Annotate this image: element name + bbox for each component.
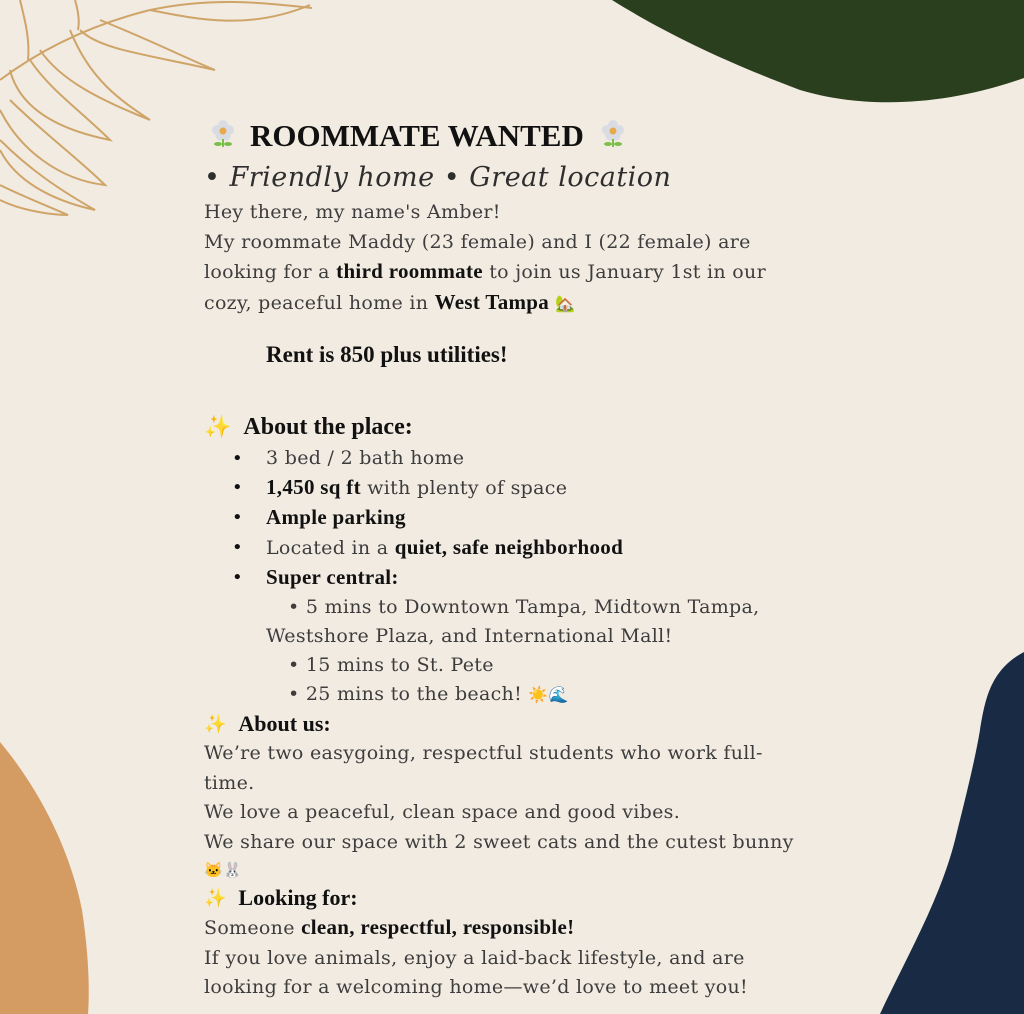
central-details (204, 593, 864, 709)
text: cozy, peaceful home in (204, 291, 435, 314)
text-line: We share our space with 2 sweet cats and the cutest bunny (204, 830, 794, 853)
rent-text: Rent is 850 plus utilities! (266, 342, 508, 367)
text-line (204, 913, 864, 944)
text: • 25 mins to the beach! (288, 683, 522, 705)
text: Located in a (266, 537, 395, 559)
text-line: We’re two easygoing, respectful students who work full- (204, 742, 763, 764)
bold-text: Super central: (266, 565, 399, 589)
section-about-us (204, 709, 864, 739)
list-item (204, 503, 864, 533)
section-heading: Looking for: (238, 885, 358, 910)
list-item (204, 473, 864, 503)
cat-bunny-icon: 🐱🐰 (204, 861, 242, 879)
daisy-icon (602, 119, 624, 153)
central-line: • 15 mins to St. Pete (288, 654, 494, 676)
text: with plenty of space (360, 477, 568, 499)
list-item (204, 533, 864, 563)
title-row (212, 112, 864, 160)
section-heading: About the place: (243, 413, 413, 440)
tan-blob-shape (0, 742, 89, 1014)
daisy-icon (212, 119, 234, 153)
bold-text: clean, respectful, responsible! (301, 915, 575, 939)
text: to join us January 1st in our (482, 261, 766, 283)
central-line (204, 680, 864, 709)
subtitle: • Friendly home • Great location (204, 162, 672, 193)
about-us-text (204, 739, 864, 883)
place-list (204, 444, 864, 593)
bold-text: Ample parking (266, 505, 406, 529)
sparkles-icon: ✨ (204, 887, 227, 908)
text-line: looking for a welcoming home—we’d love to meet you! (204, 976, 748, 998)
intro-line (204, 288, 864, 319)
section-about-place (204, 410, 864, 444)
intro-line: My roommate Maddy (23 female) and I (22 female) are (204, 230, 751, 253)
section-heading: About us: (238, 711, 331, 736)
flyer-content (204, 112, 864, 1003)
bold-text: quiet, safe neighborhood (394, 535, 624, 559)
navy-blob-shape (880, 652, 1024, 1014)
text-line: time. (204, 771, 255, 794)
text-line: We love a peaceful, clean space and good vibes. (204, 801, 681, 823)
page-title: ROOMMATE WANTED (250, 118, 584, 153)
looking-for-text (204, 913, 864, 1003)
highlight-location: West Tampa (434, 289, 550, 314)
central-line: • 5 mins to Downtown Tampa, Midtown Tampa, (288, 596, 760, 618)
intro-text (204, 198, 864, 318)
list-item (204, 563, 864, 593)
sparkles-icon: ✨ (204, 713, 227, 734)
green-blob-shape (612, 0, 1024, 102)
bold-text: 1,450 sq ft (266, 475, 361, 499)
house-icon: 🏡 (555, 293, 576, 313)
intro-line: Hey there, my name's Amber! (204, 201, 501, 223)
highlight-third-roommate: third roommate (336, 259, 483, 283)
sun-wave-icon: ☀️🌊 (528, 685, 569, 704)
central-line: Westshore Plaza, and International Mall! (266, 625, 673, 647)
sparkles-icon: ✨ (204, 414, 232, 439)
text: looking for a (204, 261, 337, 283)
list-item: • 3 bed / 2 bath home (204, 444, 864, 473)
section-looking-for (204, 883, 864, 913)
text-line: If you love animals, enjoy a laid-back lifestyle, and are (204, 946, 745, 969)
intro-line (204, 257, 864, 288)
text: Someone (204, 917, 302, 939)
